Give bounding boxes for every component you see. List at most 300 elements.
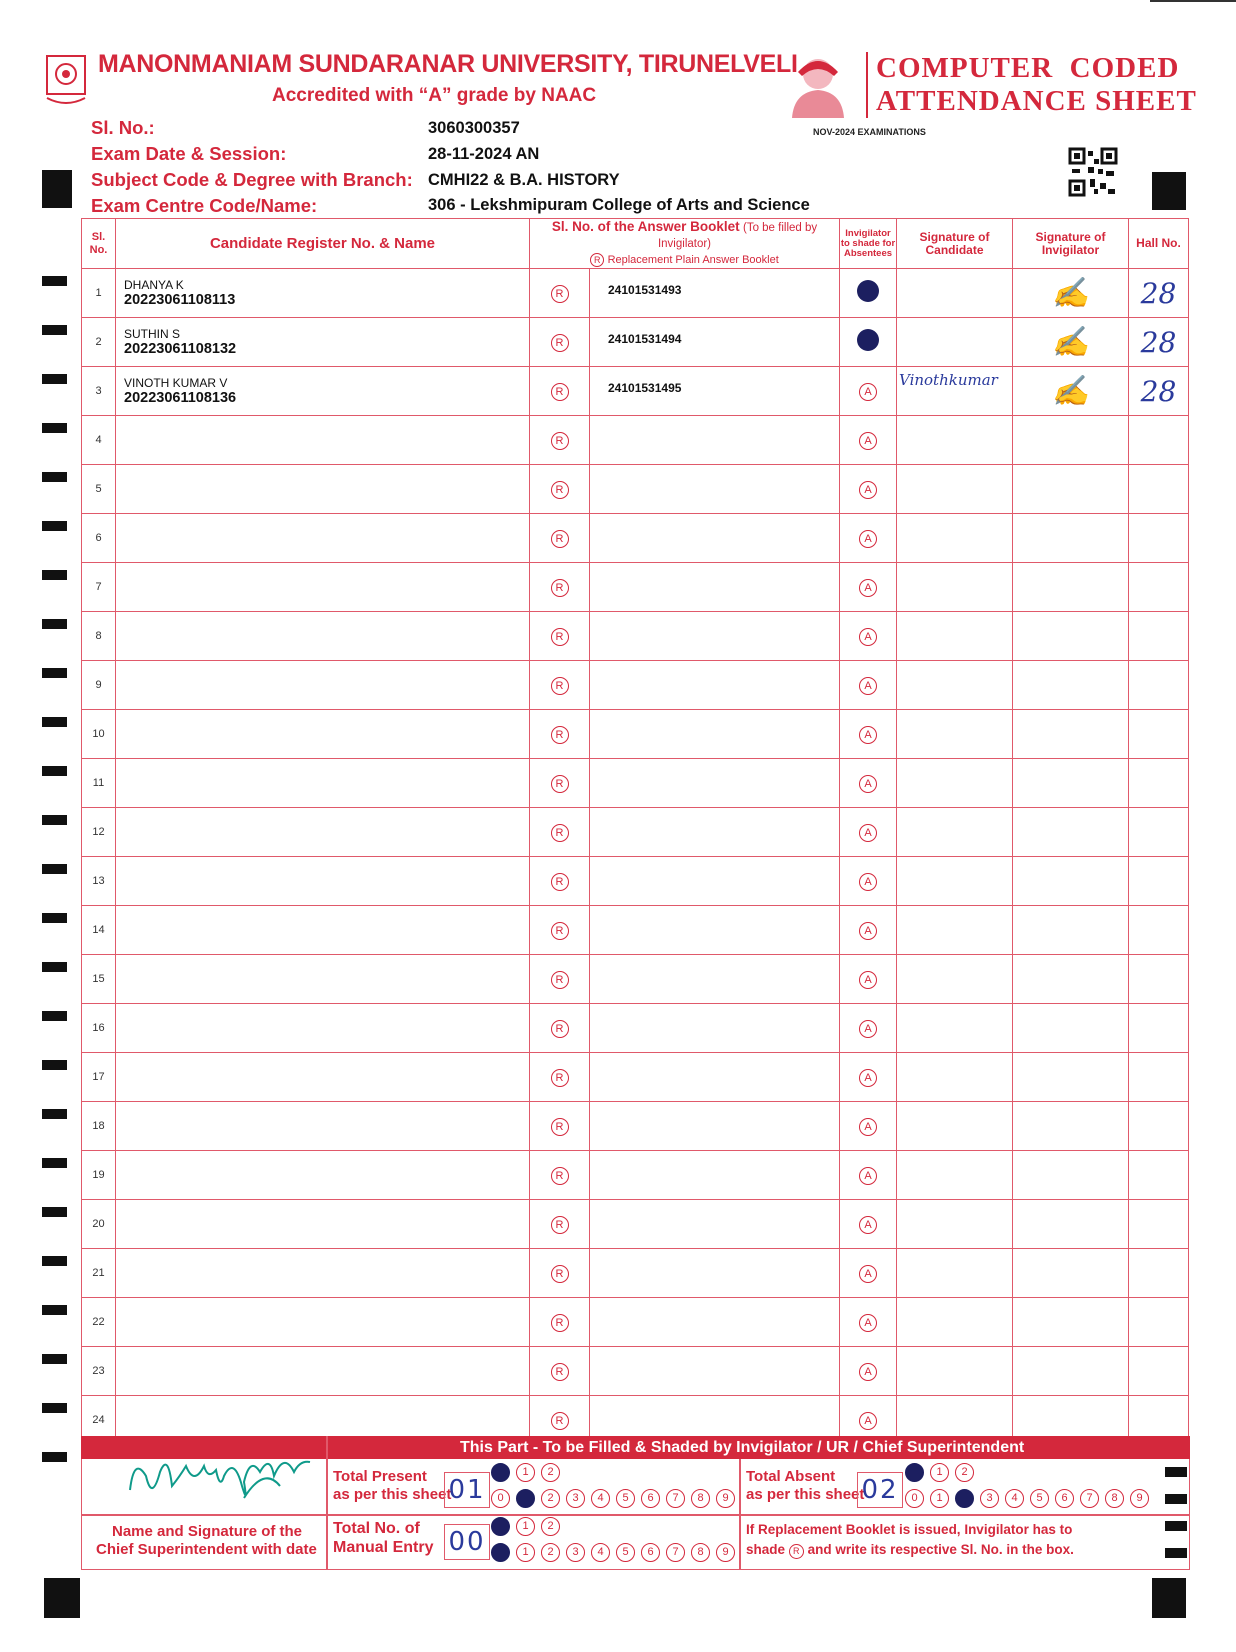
invigilator-signature-cell[interactable]: [1013, 465, 1129, 514]
digit-bubble-8[interactable]: 8: [1105, 1489, 1124, 1508]
replacement-bubble[interactable]: R: [551, 432, 569, 450]
candidate-cell: [116, 465, 530, 514]
absent-bubble[interactable]: A: [859, 1118, 877, 1136]
booklet-cell[interactable]: [590, 1249, 840, 1298]
replacement-bubble[interactable]: R: [551, 1216, 569, 1234]
manual-label-1: Total No. of: [333, 1520, 420, 1537]
sl-no-cell: 16: [82, 1004, 116, 1053]
candidate-signature-cell[interactable]: [897, 857, 1013, 906]
digit-bubble-1[interactable]: [516, 1489, 535, 1508]
invigilator-signature-cell[interactable]: [1013, 955, 1129, 1004]
absent-bubble[interactable]: A: [859, 530, 877, 548]
candidate-signature-cell[interactable]: [897, 563, 1013, 612]
candidate-signature-cell[interactable]: [897, 269, 1013, 318]
invigilator-signature-cell[interactable]: [1013, 1151, 1129, 1200]
absentee-cell: [840, 318, 897, 367]
hall-cell[interactable]: [1129, 1200, 1189, 1249]
timing-mark: [42, 1207, 67, 1217]
hall-cell[interactable]: [1129, 612, 1189, 661]
booklet-number: 24101531493: [608, 283, 682, 297]
digit-bubble-0[interactable]: 0: [491, 1489, 510, 1508]
exam-date-value: 28-11-2024 AN: [428, 145, 540, 163]
invigilator-signature-cell[interactable]: [1013, 514, 1129, 563]
candidate-signature-cell[interactable]: [897, 1347, 1013, 1396]
replacement-bubble[interactable]: R: [551, 922, 569, 940]
candidate-cell: [116, 808, 530, 857]
replacement-bubble[interactable]: R: [551, 873, 569, 891]
candidate-signature-cell[interactable]: [897, 367, 1013, 416]
absent-bubble[interactable]: A: [859, 1069, 877, 1087]
sl-no-cell: 22: [82, 1298, 116, 1347]
absentee-cell: [840, 1102, 897, 1151]
timing-mark: [42, 1109, 67, 1119]
replacement-bubble[interactable]: R: [551, 628, 569, 646]
absent-bubble[interactable]: A: [859, 481, 877, 499]
digit-bubble-7[interactable]: 7: [666, 1489, 685, 1508]
booklet-cell[interactable]: [590, 1298, 840, 1347]
table-row: [82, 367, 1189, 416]
candidate-cell: [116, 857, 530, 906]
digit-bubble-4[interactable]: 4: [591, 1543, 610, 1562]
header-sig-invigilator: Signature of Invigilator: [1013, 219, 1129, 269]
invigilator-signature-cell[interactable]: [1013, 808, 1129, 857]
candidate-reg: 20223061108136: [124, 390, 237, 406]
candidate-signature-cell[interactable]: [897, 1151, 1013, 1200]
replacement-cell: [530, 1151, 590, 1200]
invigilator-signature-cell[interactable]: [1013, 1053, 1129, 1102]
invigilator-signature-cell[interactable]: [1013, 1200, 1129, 1249]
table-row: [82, 465, 1189, 514]
digit-bubble-8[interactable]: 8: [691, 1543, 710, 1562]
booklet-cell[interactable]: [590, 514, 840, 563]
sl-no-cell: 8: [82, 612, 116, 661]
replacement-note-2b: and write its respective Sl. No. in the box.: [807, 1542, 1074, 1557]
replacement-bubble[interactable]: R: [551, 579, 569, 597]
candidate-signature-cell[interactable]: [897, 514, 1013, 563]
hall-cell[interactable]: [1129, 416, 1189, 465]
absent-bubble[interactable]: A: [859, 873, 877, 891]
hall-cell[interactable]: [1129, 808, 1189, 857]
absent-bubble[interactable]: A: [859, 1167, 877, 1185]
booklet-cell[interactable]: [590, 269, 840, 318]
absentee-cell: [840, 661, 897, 710]
timing-mark: [42, 1256, 67, 1266]
absent-bubble[interactable]: A: [859, 1412, 877, 1430]
booklet-cell[interactable]: [590, 1151, 840, 1200]
absentee-cell: [840, 612, 897, 661]
invigilator-signature-cell[interactable]: [1013, 759, 1129, 808]
booklet-cell[interactable]: [590, 759, 840, 808]
timing-mark: [42, 423, 67, 433]
table-row: [82, 514, 1189, 563]
digit-bubble-1[interactable]: 1: [930, 1489, 949, 1508]
hall-cell[interactable]: [1129, 269, 1189, 318]
university-logo: [43, 52, 89, 110]
footer-divider-3: [81, 1514, 1190, 1516]
digit-bubble-3[interactable]: 3: [566, 1489, 585, 1508]
booklet-cell[interactable]: [590, 661, 840, 710]
replacement-bubble[interactable]: R: [551, 285, 569, 303]
corner-mark: [42, 170, 72, 208]
digit-bubble-0[interactable]: 0: [905, 1489, 924, 1508]
candidate-name: DHANYA K: [124, 278, 184, 292]
sl-no-cell: 3: [82, 367, 116, 416]
digit-bubble-0[interactable]: [491, 1517, 510, 1536]
table-header-row: [82, 219, 1189, 269]
absent-bubble[interactable]: A: [859, 726, 877, 744]
footer-divider-1: [326, 1436, 328, 1570]
digit-bubble-1[interactable]: 1: [516, 1463, 535, 1482]
candidate-cell: [116, 612, 530, 661]
digit-bubble-1[interactable]: 1: [516, 1543, 535, 1562]
present-label-1: Total Present: [333, 1468, 427, 1485]
candidate-name: VINOTH KUMAR V: [124, 376, 228, 390]
header-booklet-title: Sl. No. of the Answer Booklet: [551, 219, 740, 234]
candidate-signature-cell[interactable]: [897, 661, 1013, 710]
digit-bubble-6[interactable]: 6: [641, 1543, 660, 1562]
replacement-bubble[interactable]: R: [551, 1265, 569, 1283]
replacement-cell: [530, 1053, 590, 1102]
digit-bubble-3[interactable]: 3: [566, 1543, 585, 1562]
absentee-cell: [840, 857, 897, 906]
candidate-cell: [116, 710, 530, 759]
digit-bubble-6[interactable]: 6: [641, 1489, 660, 1508]
digit-bubble-4[interactable]: 4: [1005, 1489, 1024, 1508]
digit-bubble-0[interactable]: [905, 1463, 924, 1482]
replacement-cell: [530, 318, 590, 367]
digit-bubble-7[interactable]: 7: [666, 1543, 685, 1562]
header-absentee: Invigilator to shade for Absentees: [840, 219, 897, 269]
hall-cell[interactable]: [1129, 367, 1189, 416]
invigilator-signature-cell[interactable]: [1013, 416, 1129, 465]
manual-box[interactable]: 00: [444, 1524, 490, 1560]
replacement-bubble[interactable]: R: [551, 1167, 569, 1185]
hall-cell[interactable]: [1129, 759, 1189, 808]
absent-bubble-filled[interactable]: [857, 329, 879, 351]
replacement-bubble[interactable]: R: [551, 334, 569, 352]
candidate-cell: [116, 1298, 530, 1347]
candidate-signature-cell[interactable]: [897, 710, 1013, 759]
absent-bubble[interactable]: A: [859, 677, 877, 695]
booklet-number: 24101531495: [608, 381, 682, 395]
booklet-cell[interactable]: [590, 1053, 840, 1102]
sl-no-cell: 7: [82, 563, 116, 612]
absent-bubble[interactable]: A: [859, 432, 877, 450]
absent-label-1: Total Absent: [746, 1468, 836, 1485]
candidate-signature-cell[interactable]: [897, 808, 1013, 857]
absent-bubble[interactable]: A: [859, 628, 877, 646]
replacement-bubble[interactable]: R: [551, 775, 569, 793]
booklet-cell[interactable]: [590, 906, 840, 955]
sl-no-cell: 2: [82, 318, 116, 367]
candidate-cell: [116, 1347, 530, 1396]
timing-mark: [42, 1011, 67, 1021]
digit-bubble-2[interactable]: [955, 1489, 974, 1508]
digit-bubble-2[interactable]: 2: [541, 1543, 560, 1562]
candidate-cell: [116, 318, 530, 367]
replacement-bubble[interactable]: R: [551, 726, 569, 744]
digit-bubble-9[interactable]: 9: [716, 1543, 735, 1562]
digit-bubble-5[interactable]: 5: [616, 1489, 635, 1508]
digit-bubble-6[interactable]: 6: [1055, 1489, 1074, 1508]
sl-no-cell: 13: [82, 857, 116, 906]
candidate-cell: [116, 416, 530, 465]
absent-box[interactable]: 02: [857, 1472, 903, 1508]
replacement-r-icon: R: [590, 253, 604, 267]
timing-mark: [42, 913, 67, 923]
digit-bubble-9[interactable]: 9: [1130, 1489, 1149, 1508]
replacement-bubble[interactable]: R: [551, 1118, 569, 1136]
sl-no-cell: 21: [82, 1249, 116, 1298]
table-row: [82, 857, 1189, 906]
booklet-cell[interactable]: [590, 1004, 840, 1053]
absent-bubble[interactable]: A: [859, 1216, 877, 1234]
candidate-cell: [116, 1151, 530, 1200]
hall-cell[interactable]: [1129, 1347, 1189, 1396]
invigilator-signature-cell[interactable]: [1013, 906, 1129, 955]
candidate-signature-cell[interactable]: [897, 318, 1013, 367]
digit-bubble-8[interactable]: 8: [691, 1489, 710, 1508]
booklet-cell[interactable]: [590, 808, 840, 857]
candidate-signature-cell[interactable]: [897, 906, 1013, 955]
sl-no-cell: 1: [82, 269, 116, 318]
replacement-cell: [530, 269, 590, 318]
absent-bubble-filled[interactable]: [857, 280, 879, 302]
sl-no-cell: 11: [82, 759, 116, 808]
candidate-cell: [116, 514, 530, 563]
booklet-cell[interactable]: [590, 367, 840, 416]
sl-no-cell: 14: [82, 906, 116, 955]
replacement-cell: [530, 367, 590, 416]
sl-no-cell: 17: [82, 1053, 116, 1102]
timing-mark: [42, 570, 67, 580]
booklet-cell[interactable]: [590, 1102, 840, 1151]
absent-bubble[interactable]: A: [859, 824, 877, 842]
booklet-cell[interactable]: [590, 318, 840, 367]
digit-bubble-3[interactable]: 3: [980, 1489, 999, 1508]
absent-bubble[interactable]: A: [859, 383, 877, 401]
digit-bubble-5[interactable]: 5: [1030, 1489, 1049, 1508]
digit-bubble-7[interactable]: 7: [1080, 1489, 1099, 1508]
chief-label-1: Name and Signature of the: [112, 1523, 303, 1540]
table-row: [82, 1298, 1189, 1347]
replacement-r-icon-footer: R: [789, 1544, 804, 1559]
attendance-table: [81, 218, 1189, 1445]
digit-bubble-2[interactable]: 2: [541, 1463, 560, 1482]
candidate-signature-cell[interactable]: [897, 465, 1013, 514]
digit-bubble-0[interactable]: [491, 1463, 510, 1482]
candidate-cell: [116, 955, 530, 1004]
hall-cell[interactable]: [1129, 318, 1189, 367]
header-sig-candidate: Signature of Candidate: [897, 219, 1013, 269]
booklet-cell[interactable]: [590, 955, 840, 1004]
absent-label-2: as per this sheet: [746, 1486, 865, 1503]
invigilator-signature-cell[interactable]: [1013, 269, 1129, 318]
invigilator-signature-cell[interactable]: [1013, 661, 1129, 710]
absentee-cell: [840, 1298, 897, 1347]
digit-bubble-2[interactable]: 2: [955, 1463, 974, 1482]
sl-no-cell: 9: [82, 661, 116, 710]
invigilator-signature-cell[interactable]: [1013, 1298, 1129, 1347]
candidate-signature-cell[interactable]: [897, 1200, 1013, 1249]
invigilator-signature-cell[interactable]: [1013, 857, 1129, 906]
replacement-bubble[interactable]: R: [551, 1020, 569, 1038]
absentee-cell: [840, 1151, 897, 1200]
replacement-cell: [530, 1347, 590, 1396]
absent-bubble[interactable]: A: [859, 1020, 877, 1038]
candidate-signature-cell[interactable]: [897, 1102, 1013, 1151]
table-row: [82, 759, 1189, 808]
hall-cell[interactable]: [1129, 857, 1189, 906]
table-row: [82, 661, 1189, 710]
replacement-bubble[interactable]: R: [551, 824, 569, 842]
header-hall: Hall No.: [1129, 219, 1189, 269]
invigilator-signature-cell[interactable]: [1013, 710, 1129, 759]
centre-label: Exam Centre Code/Name:: [91, 195, 318, 216]
candidate-signature-cell[interactable]: [897, 955, 1013, 1004]
booklet-cell[interactable]: [590, 1200, 840, 1249]
hall-cell[interactable]: [1129, 661, 1189, 710]
subject-label: Subject Code & Degree with Branch:: [91, 169, 413, 190]
hall-cell[interactable]: [1129, 906, 1189, 955]
absent-bubble[interactable]: A: [859, 1363, 877, 1381]
replacement-note-1: If Replacement Booklet is issued, Invigilator has to: [746, 1522, 1073, 1537]
table-row: [82, 710, 1189, 759]
invigilator-signature-cell[interactable]: [1013, 612, 1129, 661]
hall-cell[interactable]: [1129, 1151, 1189, 1200]
absentee-cell: [840, 367, 897, 416]
candidate-reg: 20223061108113: [124, 292, 236, 308]
replacement-cell: [530, 612, 590, 661]
present-box[interactable]: 01: [444, 1472, 490, 1508]
table-row: [82, 318, 1189, 367]
timing-mark: [42, 521, 67, 531]
replacement-cell: [530, 1200, 590, 1249]
absent-bubble[interactable]: A: [859, 1265, 877, 1283]
absentee-cell: [840, 1347, 897, 1396]
invigilator-signature-cell[interactable]: [1013, 563, 1129, 612]
digit-bubble-2[interactable]: 2: [541, 1517, 560, 1536]
candidate-signature-cell[interactable]: [897, 416, 1013, 465]
hall-cell[interactable]: [1129, 1298, 1189, 1347]
booklet-cell[interactable]: [590, 563, 840, 612]
candidate-signature-cell[interactable]: [897, 1298, 1013, 1347]
candidate-signature-cell[interactable]: [897, 1053, 1013, 1102]
absent-bubble[interactable]: A: [859, 922, 877, 940]
replacement-bubble[interactable]: R: [551, 1412, 569, 1430]
candidate-signature-cell[interactable]: [897, 759, 1013, 808]
sl-no-value: 3060300357: [428, 119, 520, 137]
table-row: [82, 612, 1189, 661]
hall-cell[interactable]: [1129, 1249, 1189, 1298]
timing-mark: [42, 1158, 67, 1168]
hall-cell[interactable]: [1129, 955, 1189, 1004]
invigilator-signature-cell[interactable]: [1013, 1102, 1129, 1151]
absentee-cell: [840, 1004, 897, 1053]
replacement-bubble[interactable]: R: [551, 1069, 569, 1087]
absent-bubble[interactable]: A: [859, 971, 877, 989]
booklet-cell[interactable]: [590, 1347, 840, 1396]
header-booklet-note: (To be filled by Invigilator): [657, 222, 818, 250]
replacement-bubble[interactable]: R: [551, 481, 569, 499]
booklet-cell[interactable]: [590, 465, 840, 514]
booklet-cell[interactable]: [590, 416, 840, 465]
hall-cell[interactable]: [1129, 1102, 1189, 1151]
hall-cell[interactable]: [1129, 710, 1189, 759]
digit-bubble-2[interactable]: 2: [541, 1489, 560, 1508]
absent-bubble[interactable]: A: [859, 579, 877, 597]
sheet-title-line2: ATTENDANCE SHEET: [876, 85, 1197, 117]
replacement-bubble[interactable]: R: [551, 1363, 569, 1381]
hall-number: 28: [1140, 325, 1177, 359]
replacement-bubble[interactable]: R: [551, 530, 569, 548]
hall-cell[interactable]: [1129, 465, 1189, 514]
absentee-cell: [840, 465, 897, 514]
sl-no-cell: 10: [82, 710, 116, 759]
table-row: [82, 1249, 1189, 1298]
digit-bubble-4[interactable]: 4: [591, 1489, 610, 1508]
booklet-cell[interactable]: [590, 857, 840, 906]
timing-mark: [42, 864, 67, 874]
invigilator-signature-cell[interactable]: [1013, 1347, 1129, 1396]
replacement-cell: [530, 857, 590, 906]
digit-bubble-5[interactable]: 5: [616, 1543, 635, 1562]
sl-no-label: Sl. No.:: [91, 117, 155, 138]
digit-bubble-1[interactable]: 1: [930, 1463, 949, 1482]
table-row: [82, 808, 1189, 857]
invigilator-signature-cell[interactable]: [1013, 1004, 1129, 1053]
timing-mark: [42, 325, 67, 335]
candidate-signature-cell[interactable]: [897, 1004, 1013, 1053]
digit-bubble-9[interactable]: 9: [716, 1489, 735, 1508]
timing-mark: [42, 1305, 67, 1315]
absentee-cell: [840, 906, 897, 955]
absent-bubble[interactable]: A: [859, 1314, 877, 1332]
hall-number: 28: [1140, 374, 1177, 408]
invigilator-signature: ✍: [1051, 275, 1090, 311]
replacement-note-2a: shade: [746, 1542, 786, 1557]
booklet-cell[interactable]: [590, 710, 840, 759]
hall-cell[interactable]: [1129, 563, 1189, 612]
table-row: [82, 416, 1189, 465]
replacement-note-2: [746, 1541, 1074, 1559]
timing-mark: [42, 962, 67, 972]
hall-cell[interactable]: [1129, 1053, 1189, 1102]
candidate-signature-cell[interactable]: [897, 612, 1013, 661]
corner-mark: [44, 1578, 80, 1618]
candidate-signature-cell[interactable]: [897, 1249, 1013, 1298]
absent-bubble[interactable]: A: [859, 775, 877, 793]
sheet-title: [876, 52, 1197, 118]
sl-no-cell: 19: [82, 1151, 116, 1200]
invigilator-signature-cell[interactable]: [1013, 1249, 1129, 1298]
booklet-cell[interactable]: [590, 612, 840, 661]
invigilator-signature-cell[interactable]: [1013, 318, 1129, 367]
candidate-cell: [116, 759, 530, 808]
exam-name: NOV-2024 EXAMINATIONS: [813, 127, 926, 137]
invigilator-signature-cell[interactable]: [1013, 367, 1129, 416]
replacement-bubble[interactable]: R: [551, 677, 569, 695]
sl-no-cell: 5: [82, 465, 116, 514]
replacement-bubble[interactable]: R: [551, 971, 569, 989]
header-candidate: Candidate Register No. & Name: [116, 219, 530, 269]
replacement-bubble[interactable]: R: [551, 1314, 569, 1332]
digit-bubble-0[interactable]: [491, 1543, 510, 1562]
replacement-bubble[interactable]: R: [551, 383, 569, 401]
hall-cell[interactable]: [1129, 1004, 1189, 1053]
hall-cell[interactable]: [1129, 514, 1189, 563]
digit-bubble-1[interactable]: 1: [516, 1517, 535, 1536]
